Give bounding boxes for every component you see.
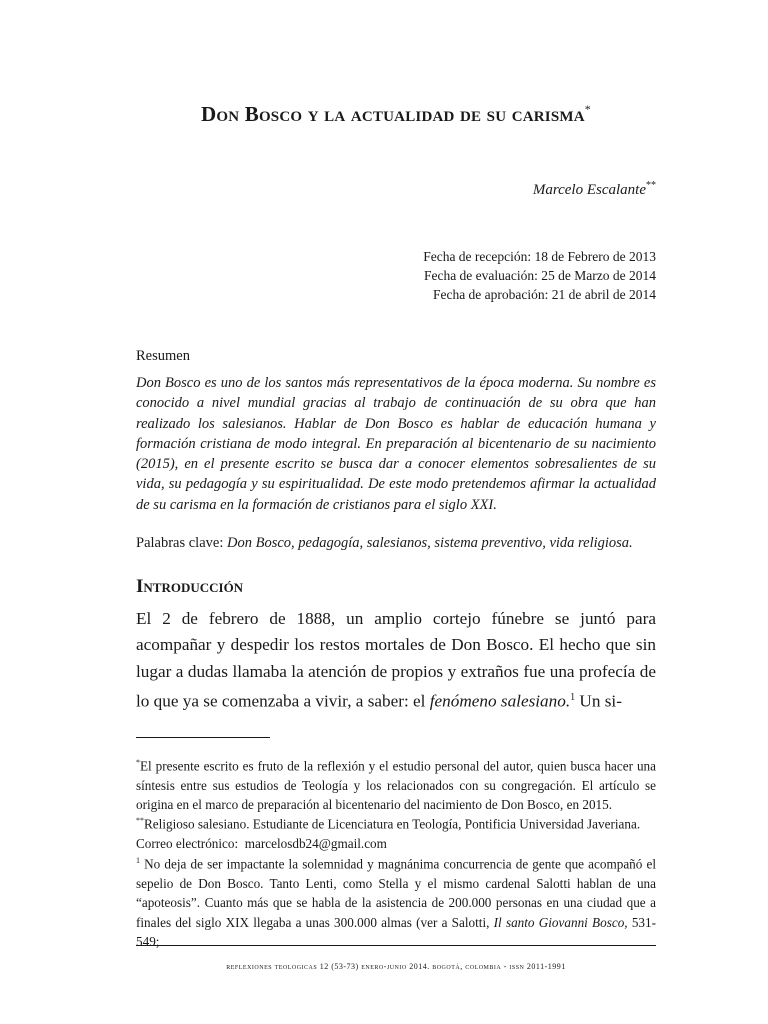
footnote-separator: [136, 737, 270, 738]
journal-footer: reflexiones teologicas 12 (53-73) enero-junio 2014. bogotá, colombia - issn 2011-1991: [226, 962, 566, 971]
author-footnote-mark: **: [646, 180, 656, 191]
citation-title: Il santo Giovanni Bosco,: [493, 914, 628, 930]
emphasis-text: fenómeno salesiano.: [429, 691, 571, 711]
footer-separator: [136, 945, 656, 946]
footnote-1: $^1$ No deja de ser impactante la solemnidad y magnánima concurrencia de gente que acompañó el sepelio de Don Bosco. Tanto Lenti, como Stella y el mismo cardenal Salotti hablan de una “apoteosis”. Cuanto más que se habla de la asistencia de 200.000 personas en una ciudad que a finales del siglo XIX llegaba a unas 300.000 almas (ver a Salotti, Il santo Giovanni Bosco, 531-549;: [136, 856, 657, 950]
title-footnote-mark: *: [584, 102, 591, 116]
reception-date: Fecha de recepción: 18 de Febrero de 2013: [423, 249, 656, 264]
evaluation-date: Fecha de evaluación: 25 de Marzo de 2014: [423, 268, 656, 283]
abstract-label: Resumen: [136, 348, 190, 364]
introduction-paragraph: El 2 de febrero de 1888, un amplio cortejo fúnebre se juntó para acompañar y despedir los restos mortales de Don Bosco. El hecho que sin lugar a dudas llamaba la atención de propios y extraños fue una profecía de lo que ya se comenzaba a vivir, a saber: el fenómeno salesiano.$^1$ Un si-: [136, 609, 656, 711]
keywords-line: [136, 535, 633, 552]
keywords-text: Don Bosco, pedagogía, salesianos, sistema preventivo, vida religiosa.: [227, 535, 633, 551]
author-name: Marcelo Escalante**: [532, 180, 656, 198]
abstract-text: Don Bosco es uno de los santos más representativos de la época moderna. Su nombre es conocido a nivel mundial gracias al trabajo de continuación de su obra que han realizado los salesianos. Hablar de Don Bosco es hablar de educación humana y formación cristiana de modo integral. En preparación al bicentenario de su nacimiento (2015), en el presente escrito se busca dar a conocer elementos sobresalientes de su vida, su pedagogía y su espiritualidad. De este modo pretendemos afirmar la actualidad de su carisma en la formación de cristianos para el siglo XXI.: [136, 375, 656, 513]
footnote-title: *El presente escrito es fruto de la reflexión y el estudio personal del autor, quien busca hacer una síntesis entre sus estudios de Teología y los relacionados con su congregación. El artículo se origina en el marco de preparación al bicentenario del nacimiento de Don Bosco, en 2015.: [136, 758, 656, 813]
approval-date: Fecha de aprobación: 21 de abril de 2014: [432, 287, 656, 302]
article-title: Don Bosco y la actualidad de su carisma*: [201, 102, 591, 126]
dates-block: [423, 247, 656, 304]
author-email: Correo electrónico: marcelosdb24@gmail.com: [136, 835, 387, 851]
footnote-author: **Religioso salesiano. Estudiante de Licenciatura en Teología, Pontificia Universidad Javeriana. Correo electrónico: marcelosdb24@gmail.com: [136, 816, 641, 851]
keywords-label: Palabras clave:: [136, 535, 224, 551]
footnote-reference[interactable]: 1: [570, 691, 576, 703]
section-heading-introduction: Introducción: [136, 576, 244, 597]
